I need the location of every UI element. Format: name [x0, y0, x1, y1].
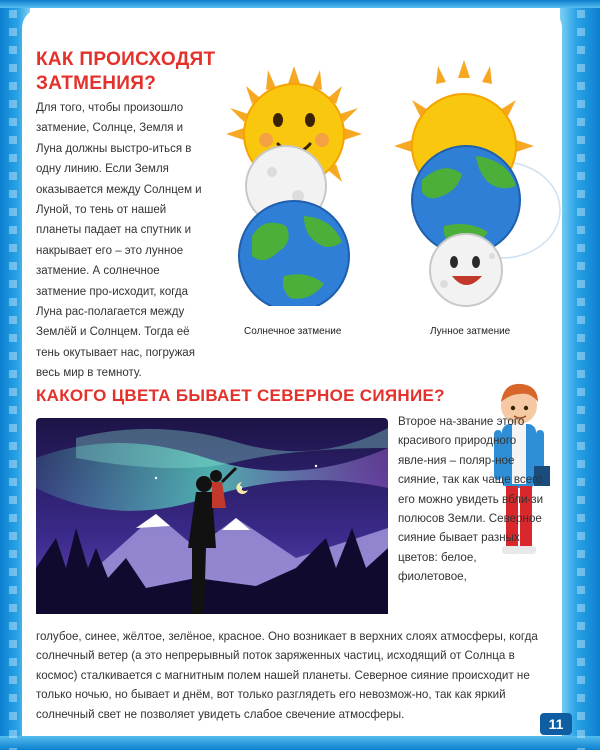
solar-eclipse-caption: Солнечное затмение: [244, 326, 342, 337]
frame-pattern-left: [6, 0, 20, 750]
frame-pattern-right: [574, 0, 588, 750]
aurora-bottom-paragraph: голубое, синее, жёлтое, зелёное, красное. Оно возникает в верхних слоях атмосферы, когда солнечный ветер (а это непрерывный поток заряженных частиц, исходящий от Солнца в космос) сталкивается с магнитным полем нашей планеты. Северное сияние происходит не только ночью, но бывает и днём, вот только разглядеть его невозмож-но, так как яркий солнечный свет не позволяет увидеть слабое свечение атмосферы.: [36, 630, 538, 721]
solar-eclipse-illustration: [224, 66, 364, 306]
page-number: 11: [540, 713, 572, 735]
lunar-eclipse-illustration: [392, 60, 562, 310]
aurora-side-paragraph: Второе на-звание этого красивого природного явле-ния – поляр-ное сияние, так как чаще всего его можно увидеть вбли-зи полюсов Земли. Северное сияние бывает разных цветов: белое, фиолетовое,: [398, 415, 544, 584]
eclipse-paragraph: Для того, чтобы произошло затмение, Солнце, Земля и Луна должны выстро-иться в одну линию. Если Земля оказывается между Солнцем и Луной, то тень от нашей планеты падает на спутник и накрывает его – это лунное затмение. А солнечное затмение про-исходит, когда Луна рас-полагается между Землёй и Солнцем. Тогда её тень окутывает нас, погружая весь мир в темноту.: [36, 102, 202, 380]
aurora-photo: [36, 418, 388, 614]
section-title-eclipses: КАК ПРОИСХОДЯТ ЗАТМЕНИЯ?: [36, 49, 216, 94]
section-title-aurora: КАКОГО ЦВЕТА БЫВАЕТ СЕВЕРНОЕ СИЯНИЕ?: [36, 386, 445, 405]
page-frame-bottom: [0, 736, 600, 750]
page-frame-top: [0, 0, 600, 8]
moon-face: [430, 234, 502, 306]
lunar-eclipse-caption: Лунное затмение: [430, 326, 511, 337]
